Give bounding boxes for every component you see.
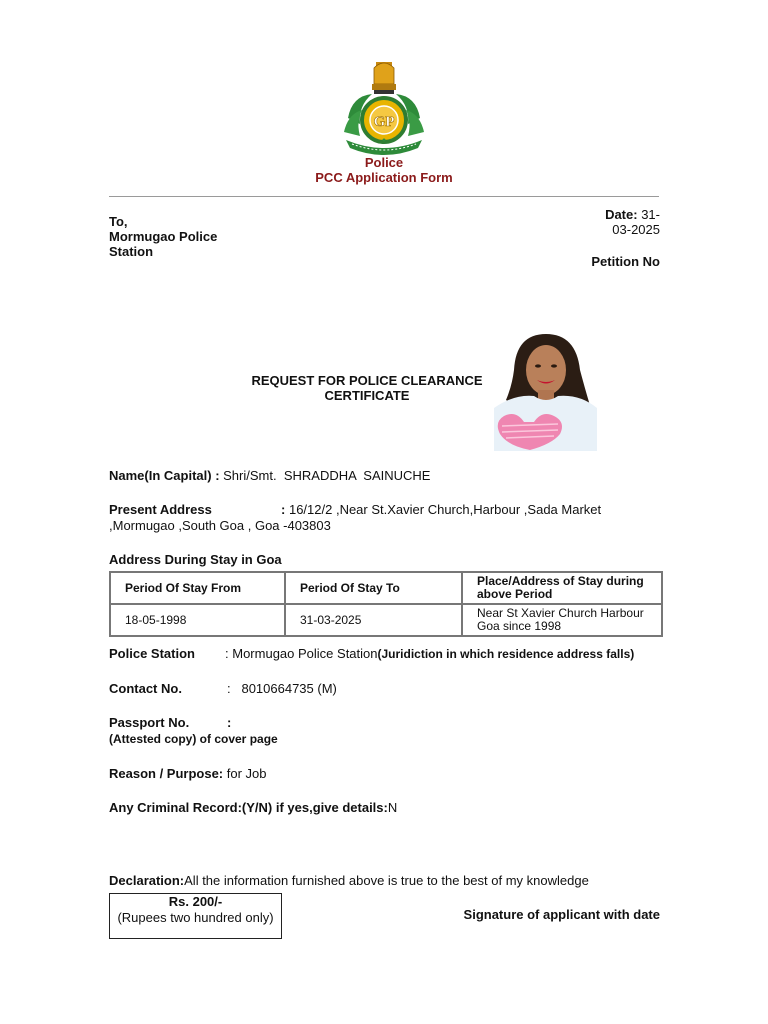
name-prefix: Shri/Smt. <box>223 468 277 483</box>
name-value: SHRADDHA SAINUCHE <box>283 468 431 483</box>
stay-heading: Address During Stay in Goa <box>109 552 282 567</box>
addressee-line1: Mormugao Police <box>109 229 218 244</box>
name-separator: : <box>211 468 224 483</box>
stay-table <box>109 571 663 637</box>
col-period-to: Period Of Stay To <box>285 572 462 604</box>
fee-amount: Rs. 200/- <box>168 894 223 909</box>
petition-no-label: Petition No <box>591 254 660 269</box>
reason-label: Reason / Purpose: <box>109 766 224 781</box>
present-address-line1: 16/12/2 ,Near St.Xavier Church,Harbour ,Sada Market <box>288 502 602 517</box>
request-title-line1: REQUEST FOR POLICE CLEARANCE <box>251 373 483 388</box>
present-address-field <box>109 502 669 534</box>
request-title-line2: CERTIFICATE <box>324 388 410 403</box>
cell-place-address: Near St Xavier Church Harbour Goa since 1998 <box>462 604 662 636</box>
form-title: PCC Application Form <box>315 170 453 185</box>
col-period-from: Period Of Stay From <box>110 572 285 604</box>
criminal-record-field <box>109 800 397 815</box>
header-org: Police <box>364 155 404 170</box>
present-address-separator: : <box>281 502 286 517</box>
police-station-value: Mormugao Police Station <box>232 646 378 661</box>
criminal-record-label: Any Criminal Record:(Y/N) if yes,give details: <box>109 800 388 815</box>
present-address-line2: ,Mormugao ,South Goa , Goa -403803 <box>109 518 331 533</box>
col-place-address: Place/Address of Stay during above Period <box>462 572 662 604</box>
goa-police-emblem-icon <box>338 58 430 156</box>
present-address-label: Present Address <box>109 502 212 517</box>
addressee <box>109 214 249 259</box>
cell-period-from: 18-05-1998 <box>110 604 285 636</box>
declaration <box>109 873 589 888</box>
stay-table-header <box>110 572 662 604</box>
date-value-part2: 03-2025 <box>612 222 660 237</box>
date-block <box>560 207 660 237</box>
passport-separator: : <box>227 715 232 730</box>
request-title <box>240 373 494 403</box>
declaration-label: Declaration: <box>109 873 185 888</box>
contact-label: Contact No. <box>109 681 182 696</box>
table-row <box>110 604 662 636</box>
police-station-note: (Juridiction in which residence address falls) <box>377 647 635 661</box>
passport-note: (Attested copy) of cover page <box>109 732 278 746</box>
police-station-label: Police Station <box>109 646 195 661</box>
signature-label: Signature of applicant with date <box>463 907 660 922</box>
passport-label: Passport No. <box>109 715 190 730</box>
to-label: To, <box>109 214 128 229</box>
contact-separator: : <box>227 681 231 696</box>
fee-words: (Rupees two hundred only) <box>117 910 274 925</box>
name-field <box>109 468 430 483</box>
reason-field <box>109 766 267 781</box>
reason-value: for Job <box>226 766 267 781</box>
contact-value: 8010664735 (M) <box>241 681 337 696</box>
declaration-text: All the information furnished above is true to the best of my knowledge <box>184 873 589 888</box>
addressee-line2: Station <box>109 244 154 259</box>
police-station-separator: : <box>225 646 229 661</box>
header-divider <box>109 196 659 197</box>
name-label: Name(In Capital) <box>109 468 212 483</box>
passport-field <box>109 715 231 730</box>
fee-box <box>109 893 282 939</box>
cell-period-to: 31-03-2025 <box>285 604 462 636</box>
criminal-record-value: N <box>387 800 398 815</box>
contact-field <box>109 681 337 696</box>
police-station-field <box>109 646 634 661</box>
date-label: Date: <box>605 207 638 222</box>
date-value-part1: 31- <box>641 207 660 222</box>
svg-text:GP: GP <box>373 114 395 130</box>
applicant-photo <box>494 330 597 451</box>
